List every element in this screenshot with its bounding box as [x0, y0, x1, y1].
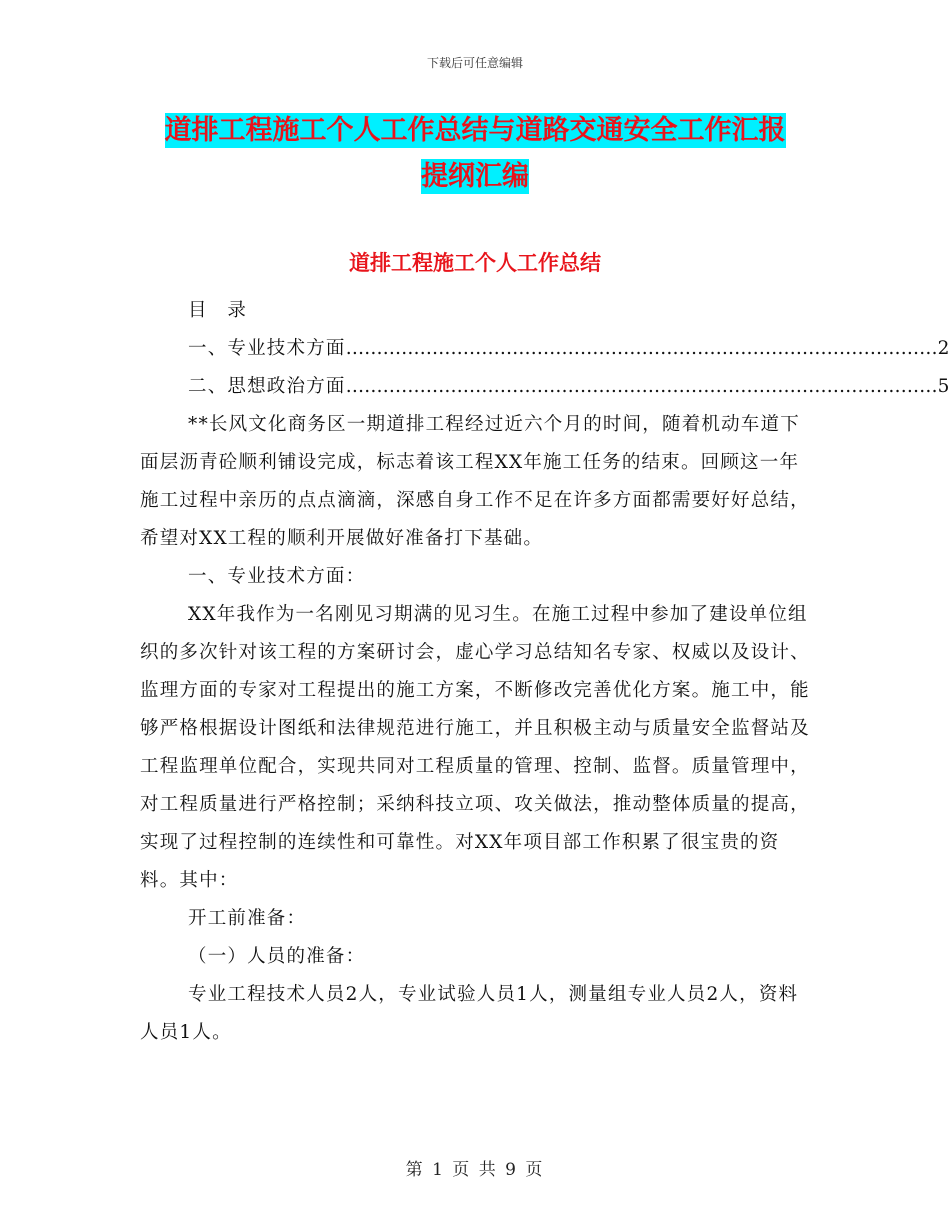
toc-item-leader: …………………………………………………………………………………… — [345, 376, 938, 397]
toc-heading: 目 录 — [188, 300, 248, 321]
header-note: 下载后可任意编辑 — [426, 56, 523, 70]
toc-item-leader: …………………………………………………………………………………… — [345, 338, 938, 359]
toc-item-page: 2 — [937, 338, 950, 359]
toc-item-page: 5 — [937, 376, 950, 397]
toc-item-label: 一、专业技术方面 — [188, 338, 346, 359]
paragraph-intro: **长风文化商务区一期道排工程经过近六个月的时间，随着机动车道下面层沥青砼顺利铺设完成，标志着该工程XX年施工任务的结束。回顾这一年施工过程中亲历的点点滴滴，深感自身工作不足在许多方面都需要好好总结，希望对XX工程的顺利开展做好准备打下基础。 — [140, 414, 810, 549]
heading-technical: 一、专业技术方面： — [188, 566, 366, 587]
paragraph-technical: XX年我作为一名刚见习期满的见习生。在施工过程中参加了建设单位组织的多次针对该工程的方案研讨会，虚心学习总结知名专家、权威以及设计、监理方面的专家对工程提出的施工方案，不断修改完善优化方案。施工中，能够严格根据设计图纸和法律规范进行施工，并且积极主动与质量安全监督站及工程监理单位配合，实现共同对工程质量的管理、控制、监督。质量管理中，对工程质量进行严格控制；采纳科技立项、攻关做法，推动整体质量的提高，实现了过程控制的连续性和可靠性。对XX年项目部工作积累了很宝贵的资料。其中： — [140, 604, 810, 891]
section-title: 道排工程施工个人工作总结 — [349, 251, 601, 275]
document-title — [0, 108, 950, 200]
heading-personnel: （一）人员的准备： — [188, 946, 366, 967]
document-body — [140, 292, 950, 1052]
paragraph-personnel: 专业工程技术人员2人，专业试验人员1人，测量组专业人员2人，资料人员1人。 — [140, 984, 799, 1043]
toc-item-label: 二、思想政治方面 — [188, 376, 346, 397]
page-footer: 第 1 页 共 9 页 — [405, 1160, 545, 1180]
toc-item — [140, 368, 950, 406]
heading-preparation: 开工前准备： — [188, 908, 307, 929]
toc-item — [140, 330, 950, 368]
document-title-line-1: 道排工程施工个人工作总结与道路交通安全工作汇报 — [164, 115, 786, 146]
document-title-line-2: 提纲汇编 — [421, 161, 529, 192]
